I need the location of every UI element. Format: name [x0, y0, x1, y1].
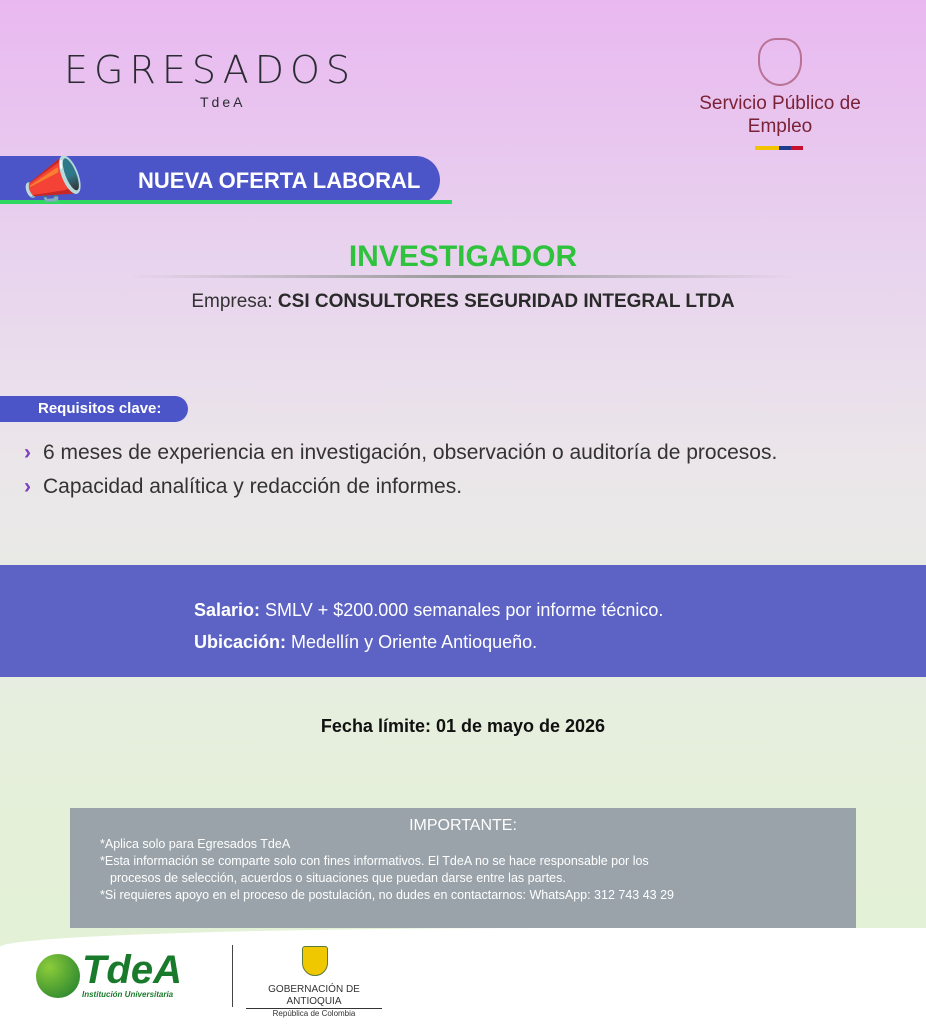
details: [194, 594, 663, 658]
tdea-name: TdeA: [82, 948, 182, 992]
requirement-text: 6 meses de experiencia en investigación, observación o auditoría de procesos.: [43, 441, 778, 464]
divider: [130, 275, 796, 278]
salary-value: SMLV + $200.000 semanales por informe técnico.: [265, 600, 664, 620]
new-offer-banner: NUEVA OFERTA LABORAL: [0, 156, 440, 204]
requirements-label: Requisitos clave:: [0, 396, 188, 422]
company-name: CSI CONSULTORES SEGURIDAD INTEGRAL LTDA: [277, 291, 735, 312]
gob-name: GOBERNACIÓN DE ANTIOQUIA: [246, 984, 382, 1009]
tdea-logo: [36, 950, 182, 1000]
footer-divider: [232, 945, 233, 1007]
important-line: procesos de selección, acuerdos o situaciones que puedan darse entre las partes.: [110, 871, 566, 885]
tdea-emblem-icon: [36, 954, 80, 998]
megaphone-icon: 📣: [22, 152, 85, 208]
tdea-subtitle: Institución Universitaria: [82, 990, 174, 999]
colombia-flag-stripe: [755, 146, 803, 150]
chevron-right-icon: ›: [24, 441, 31, 464]
requirement-text: Capacidad analítica y redacción de informes.: [43, 475, 463, 498]
location-value: Medellín y Oriente Antioqueño.: [291, 632, 538, 652]
job-title: INVESTIGADOR: [348, 240, 578, 273]
important-line: *Aplica solo para Egresados TdeA: [100, 837, 291, 851]
gobernacion-logo: [246, 984, 382, 1019]
chevron-right-icon: ›: [24, 475, 31, 498]
list-item: [24, 436, 777, 470]
salary-label: Salario:: [194, 600, 261, 620]
important-title: IMPORTANTE:: [409, 817, 517, 834]
colombia-crest-icon: [758, 38, 802, 86]
logo-subtitle: TdeA: [200, 94, 246, 110]
egresados-logo: EGRESADOS: [64, 48, 356, 92]
location-label: Ubicación:: [194, 632, 287, 652]
gob-subtitle: República de Colombia: [272, 1009, 356, 1018]
requirements-list: [24, 436, 777, 504]
important-line: *Si requieres apoyo en el proceso de postulación, no dudes en contactarnos: WhatsApp: 312 743 43 29: [100, 888, 674, 902]
important-line: *Esta información se comparte solo con fines informativos. El TdeA no se hace responsable por los: [100, 854, 649, 868]
list-item: [24, 470, 777, 504]
company-label: Empresa:: [191, 291, 273, 312]
deadline: Fecha límite: 01 de mayo de 2026: [320, 716, 606, 736]
servicio-publico-empleo-logo: Servicio Público de Empleo: [699, 93, 861, 137]
antioquia-shield-icon: [302, 946, 328, 976]
company-line: [0, 291, 926, 313]
important-box: [70, 808, 856, 928]
